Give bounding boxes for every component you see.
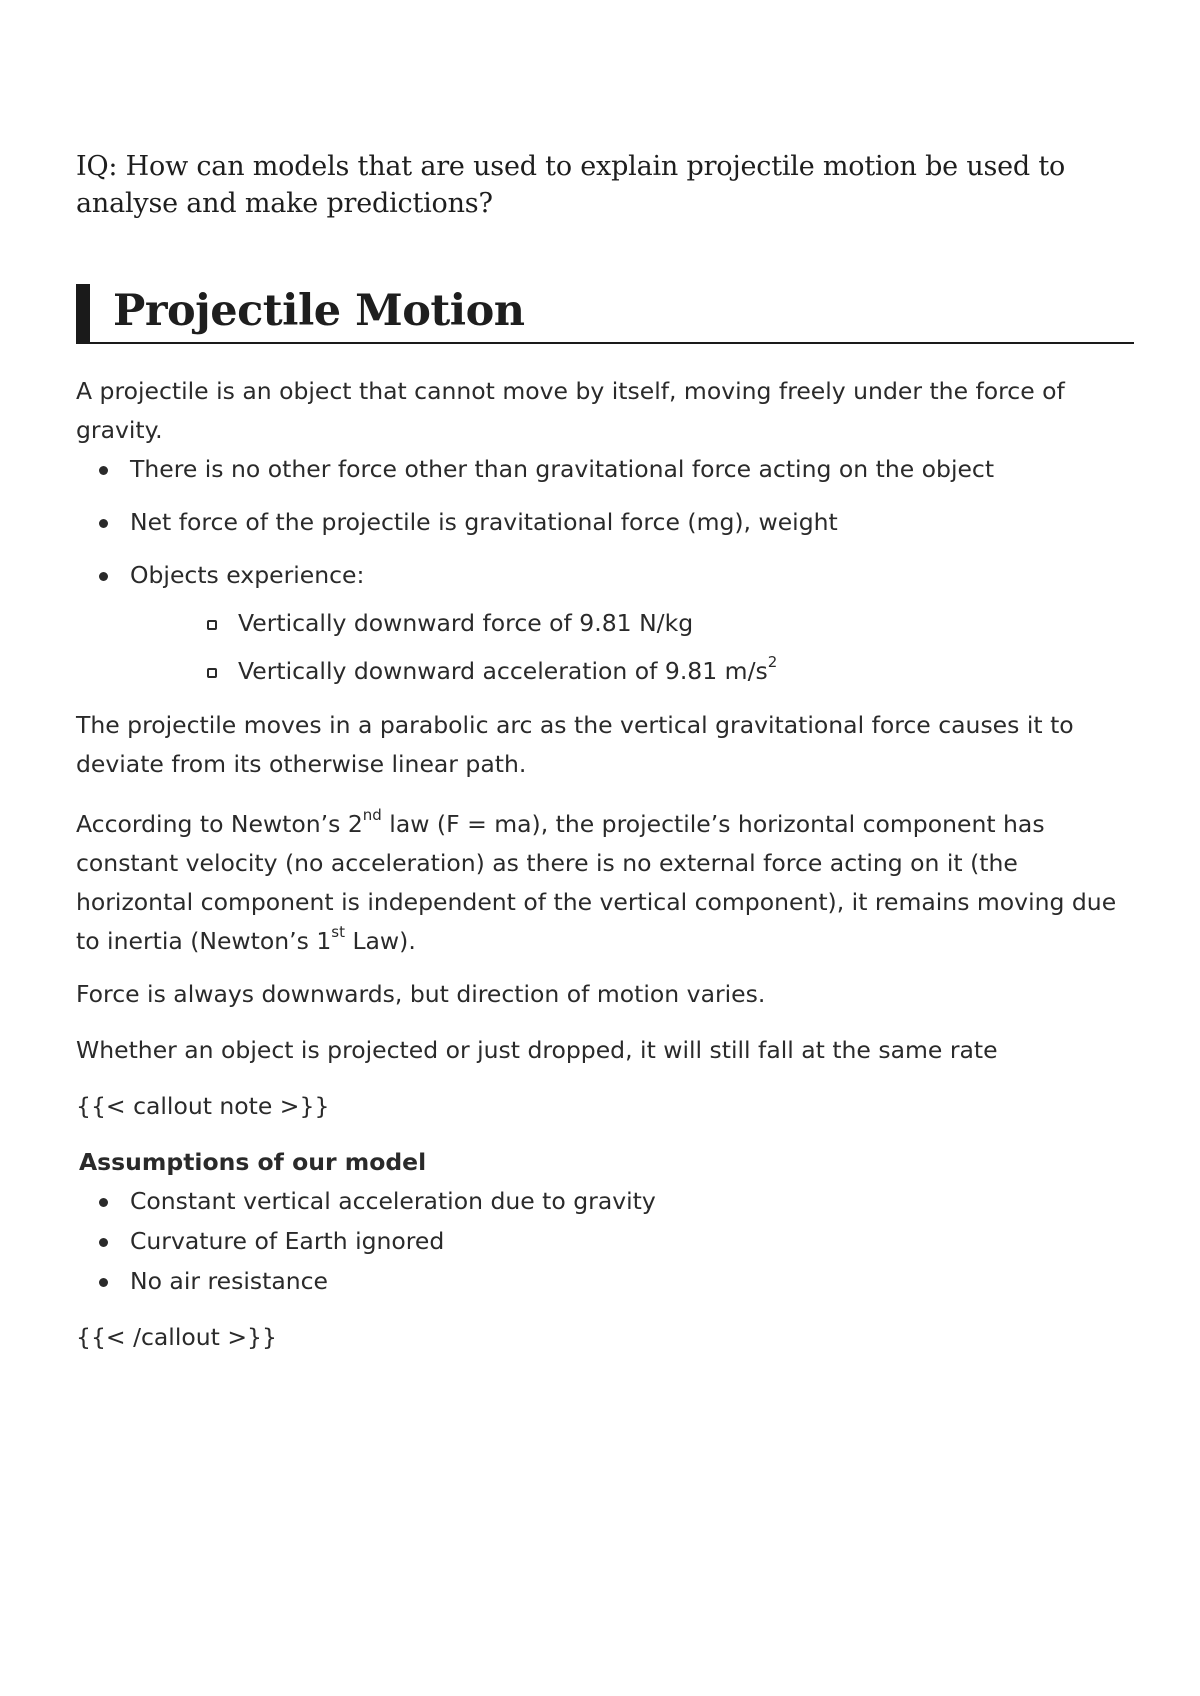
ordinal-st: st	[331, 923, 345, 942]
properties-list	[76, 450, 1134, 691]
section-heading	[76, 284, 1134, 344]
list-item	[76, 556, 1134, 691]
accel-text: Vertically downward acceleration of 9.81 m/s	[238, 657, 768, 685]
document-page	[76, 148, 1134, 1357]
list-item: Constant vertical acceleration due to gravity	[76, 1182, 1134, 1221]
ordinal-nd: nd	[362, 806, 382, 825]
inquiry-question: IQ: How can models that are used to explain projectile motion be used to analyse and make predictions?	[76, 151, 1066, 219]
list-item: Curvature of Earth ignored	[76, 1222, 1134, 1261]
list-item-label: Objects experience:	[130, 561, 365, 589]
heading-title: Projectile Motion	[113, 286, 525, 336]
assumptions-title: Assumptions of our model	[79, 1148, 427, 1176]
callout-open-shortcode: {{< callout note >}}	[76, 1092, 330, 1120]
force-paragraph: Force is always downwards, but direction of motion varies.	[76, 980, 766, 1008]
fall-rate-paragraph: Whether an object is projected or just dropped, it will still fall at the same rate	[76, 1036, 998, 1064]
sub-list-item: Vertically downward force of 9.81 N/kg	[130, 604, 1134, 643]
heading-accent-bar	[76, 284, 90, 342]
assumptions-list	[76, 1182, 1134, 1301]
exponent: 2	[767, 653, 778, 672]
sub-list-item	[130, 652, 1134, 691]
newton-text-2: law (F = ma), the projectile’s horizontal component has constant velocity (no acceleration) as there is no external force acting on it (the horizontal component is independent of the vertical component), it remains moving due to inertia (Newton’s 1	[76, 810, 1117, 955]
list-item: Net force of the projectile is gravitational force (mg), weight	[76, 503, 1134, 542]
sub-list	[130, 604, 1134, 691]
callout-close-shortcode: {{< /callout >}}	[76, 1323, 277, 1351]
parabolic-paragraph: The projectile moves in a parabolic arc as the vertical gravitational force causes it to deviate from its otherwise linear path.	[76, 711, 1074, 778]
intro-paragraph: A projectile is an object that cannot move by itself, moving freely under the force of gravity.	[76, 377, 1065, 444]
newton-text-3: Law).	[344, 927, 416, 955]
list-item: No air resistance	[76, 1262, 1134, 1301]
newton-paragraph	[76, 805, 1134, 961]
list-item: There is no other force other than gravitational force acting on the object	[76, 450, 1134, 489]
newton-text-1: According to Newton’s 2	[76, 810, 363, 838]
